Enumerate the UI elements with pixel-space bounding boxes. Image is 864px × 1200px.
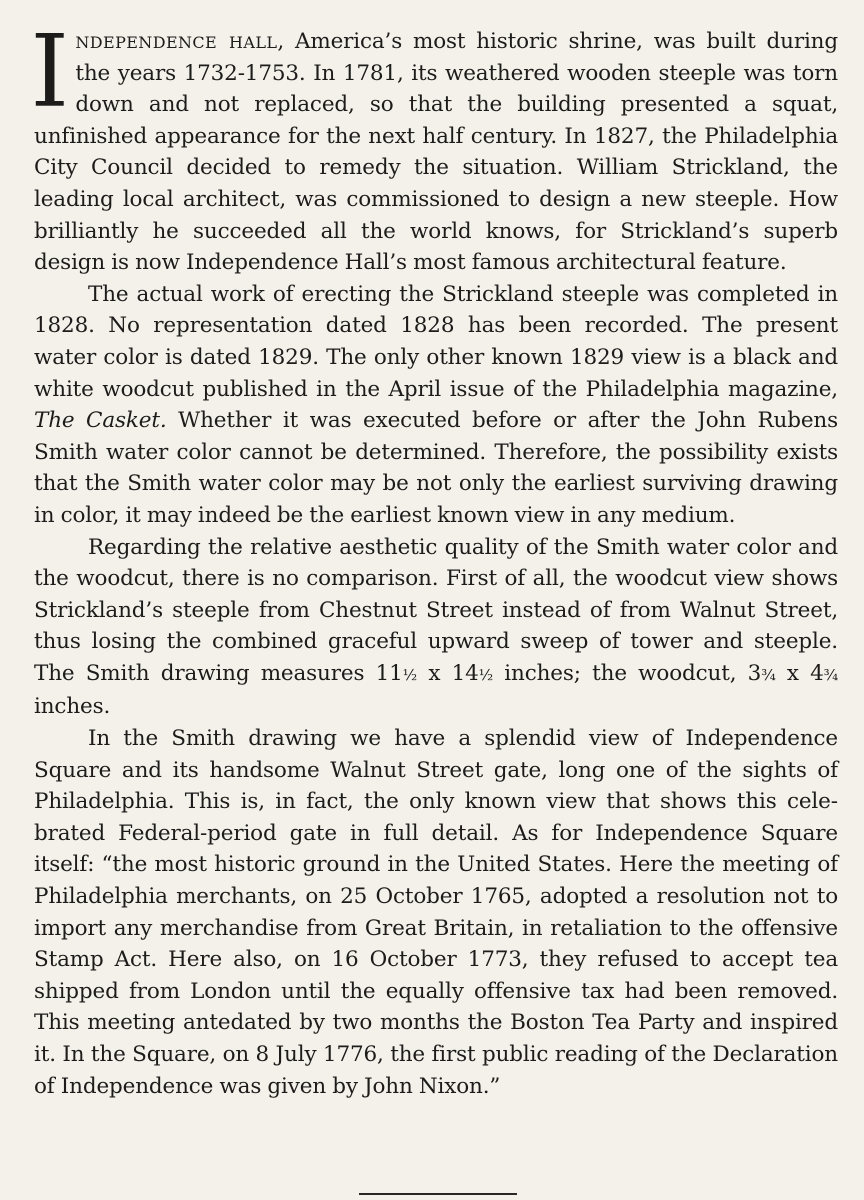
paragraph-2-text-b: Whether it was executed before or after the John Rubens Smith water color cannot be determined. Therefore, the possibility exists that the Smith water color may be not only the earliest surviving drawing in color, it may indeed be the earliest known view in any medium. (34, 408, 839, 528)
magazine-title: The Casket. (34, 408, 167, 434)
paragraph-4: In the Smith drawing we have a splendid view of Independence Square and its handsome Walnut Street gate, long one of the sights of Philadelphia. This is, in fact, the only known view that shows this celebrated Federal-period gate in full detail. As for Independence Square itself: “the most historic ground in the United States. Here the meeting of Philadelphia merchants, on 25 October 1765, adopted a resolution not to import any merchandise from Great Britain, in retaliation to the offensive Stamp Act. Here also, on 16 October 1773, they refused to accept tea shipped from London until the equally offensive tax had been removed. This meeting antedated by two months the Boston Tea Party and inspired it. In the Square, on 8 July 1776, the first public reading of the Declaration of Independence was given by John Nixon.” (34, 726, 838, 1099)
paragraph-2-text-a: The actual work of erecting the Strickland steeple was completed in 1828. No representation dated 1828 has been recorded. The present water color is dated 1829. The only other known 1829 view is a black and white woodcut published in the April issue of the Philadelphia magazine, (34, 281, 838, 402)
paragraph-3-text-a: Regarding the relative aesthetic quality of the Smith water color and the woodcut, there is no comparison. First of all, the woodcut view shows Strickland’s steeple from Chestnut Street instead of from Walnut Street, thus losing the combined graceful upward sweep of tower and steeple. The Smith drawing measures 11 (34, 534, 838, 686)
paragraph-3-times-1: x 14 (417, 660, 479, 686)
drop-cap: I (30, 13, 70, 130)
fraction-half: ½ (402, 665, 418, 684)
fraction-three-quarters: ¾ (823, 665, 839, 684)
paragraph-3-times-2: x 4 (775, 660, 824, 686)
fraction-half: ½ (478, 665, 494, 684)
section-divider-rule (359, 1193, 517, 1195)
fraction-three-quarters: ¾ (761, 665, 776, 684)
paragraph-3 (34, 532, 838, 724)
paragraph-1-text: , America’s most historic shrine, was built during the years 1732-1753. In 1781, its weathered wooden steeple was torn down and not replaced, so that the building presented a squat, unfinished appearance for the next half century. In 1827, the Philadelphia City Council decided to remedy the situation. William Strickland, the leading local architect, was commissioned to design a new steeple. How brilliantly he succeeded all the world knows, for Strickland’s superb design is now Independence Hall’s most famous architectural feature. (34, 29, 838, 276)
paragraph-3-text-b: inches; the woodcut, 3 (493, 660, 762, 686)
paragraph-2 (34, 279, 838, 532)
paragraph-3-text-c: inches. (34, 694, 111, 720)
paragraph-1 (30, 13, 838, 279)
lead-in-caps: ndependence hall (75, 28, 278, 54)
